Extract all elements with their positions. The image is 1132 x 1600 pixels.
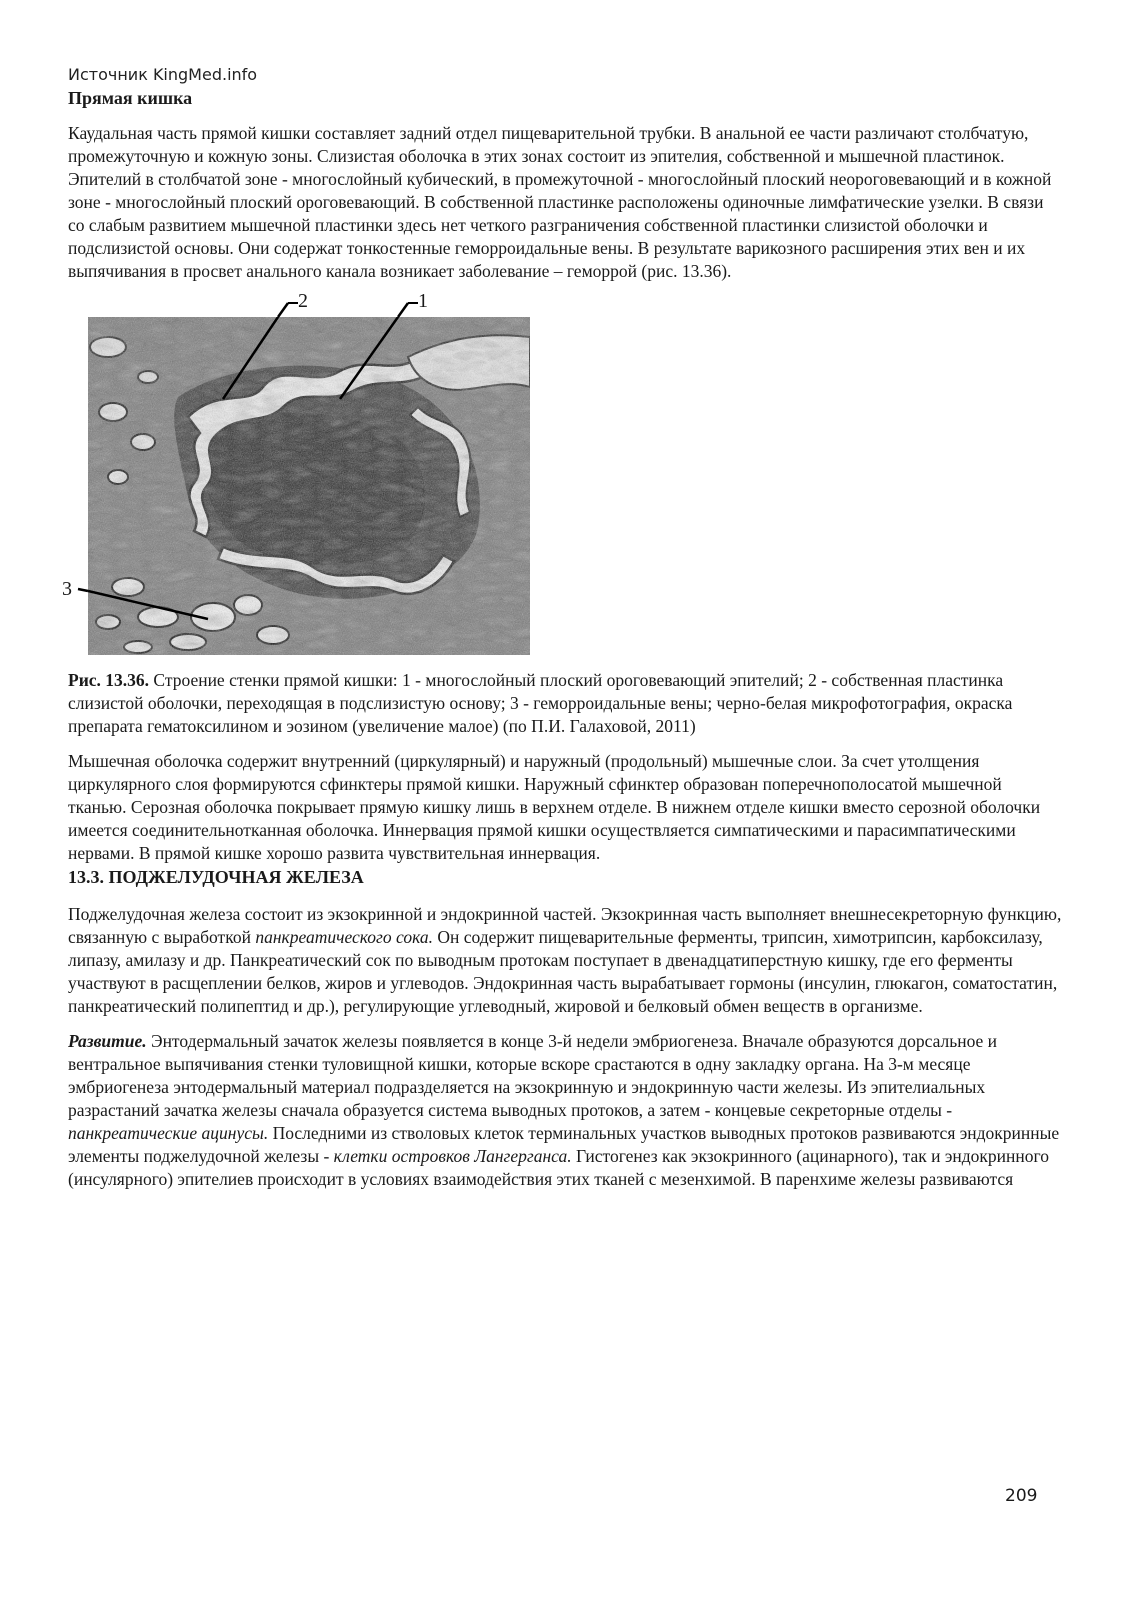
paragraph-muscle: Мышечная оболочка содержит внутренний (циркулярный) и наружный (продольный) мышечные слои. За счет утолщения циркулярного слоя формируются сфинктеры прямой кишки. Наружный сфинктер образован поперечнополосатой мышечной тканью. Серозная оболочка покрывает прямую кишку лишь в верхнем отделе. В нижнем отделе кишки вместо серозной оболочки имеется соединительнотканная оболочка. Иннервация прямой кишки осуществляется симпатическими и парасимпатическими нервами. В прямой кишке хорошо развита чувствительная иннервация. — [68, 751, 1041, 863]
figure-caption — [68, 669, 1062, 738]
figure-13-36 — [62, 289, 582, 659]
p3-text-a: Поджелудочная железа состоит из экзокринной и эндокринной частей. Экзокринная часть выполняет внешнесекреторную функцию, связанную с выработкой — [68, 904, 1062, 947]
development-run-head: Развитие. — [68, 1031, 147, 1051]
page-number: 209 — [1005, 1486, 1038, 1506]
source-line: Источник KingMed.info — [68, 65, 258, 84]
p3-text-b: Он содержит пищеварительные ферменты, трипсин, химотрипсин, карбоксилазу, липазу, амилазу и др. Панкреатический сок по выводным протокам поступает в двенадцатиперстную кишку, где его ферменты участвуют в расщеплении белков, жиров и углеводов. Эндокринная часть вырабатывает гормоны (инсулин, глюкагон, соматостатин, панкреатический полипептид и др.), регулирующие углеводный, жировой и белковый обмен веществ в организме. — [68, 927, 1058, 1016]
p4-emphasis-islets: клетки островков Лангерганса. — [333, 1146, 572, 1166]
p4-emphasis-acini: панкреатические ацинусы. — [68, 1123, 269, 1143]
label-leader-lines — [62, 289, 582, 659]
caption-label: Рис. 13.36. — [68, 670, 150, 690]
p3-emphasis: панкреатического сока. — [255, 927, 433, 947]
paragraph-development — [68, 1030, 1062, 1191]
page-content — [62, 64, 1062, 1191]
figure-label-1: 1 — [418, 290, 428, 312]
paragraph-rectum: Каудальная часть прямой кишки составляет задний отдел пищеварительной трубки. В анальной ее части различают столбчатую, промежуточную и кожную зоны. Слизистая оболочка в этих зонах состоит из эпителия, собственной и мышечной пластинок. Эпителий в столбчатой зоне - многослойный кубический, в промежуточной - многослойный плоский неороговевающий и в кожной зоне - многослойный плоский ороговевающий. В собственной пластинке расположены одиночные лимфатические узелки. В связи со слабым развитием мышечной пластинки здесь нет четкого разграничения собственной пластинки слизистой оболочки и подслизистой основы. Они содержат тонкостенные геморроидальные вены. В результате варикозного расширения этих вен и их выпячивания в просвет анального канала возникает заболевание – геморрой (рис. 13.36). — [68, 123, 1052, 281]
figure-label-2: 2 — [298, 290, 308, 312]
p4-text-c: Гистогенез как экзокринного (ацинарного), так и эндокринного (инсулярного) эпителиев происходит в условиях взаимодействия этих тканей с мезенхимой. В паренхиме железы развиваются — [68, 1146, 1049, 1189]
p4-text-a: Энтодермальный зачаток железы появляется в конце 3-й недели эмбриогенеза. Вначале образуются дорсальное и вентральное выпячивания стенки туловищной кишки, которые вскоре срастаются в одну закладку органа. На 3-м месяце эмбриогенеза энтодермальный материал подразделяется на экзокринную и эндокринную части железы. Из эпителиальных разрастаний зачатка железы сначала образуется система выводных протоков, а затем - концевые секреторные отделы - — [68, 1031, 998, 1120]
section-heading-pancreas: 13.3. ПОДЖЕЛУДОЧНАЯ ЖЕЛЕЗА — [68, 867, 364, 887]
p4-text-b: Последними из стволовых клеток терминальных участков выводных протоков развиваются эндокринные элементы поджелудочной железы - — [68, 1123, 1060, 1166]
caption-text: Строение стенки прямой кишки: 1 - многослойный плоский ороговевающий эпителий; 2 - собственная пластинка слизистой оболочки, переходящая в подслизистую основу; 3 - геморроидальные вены; черно-белая микрофотография, окраска препарата гематоксилином и эозином (увеличение малое) (по П.И. Галаховой, 2011) — [68, 670, 1013, 736]
heading-rectum: Прямая кишка — [68, 88, 193, 108]
figure-label-3: 3 — [62, 578, 72, 600]
paragraph-pancreas — [68, 903, 1062, 1018]
